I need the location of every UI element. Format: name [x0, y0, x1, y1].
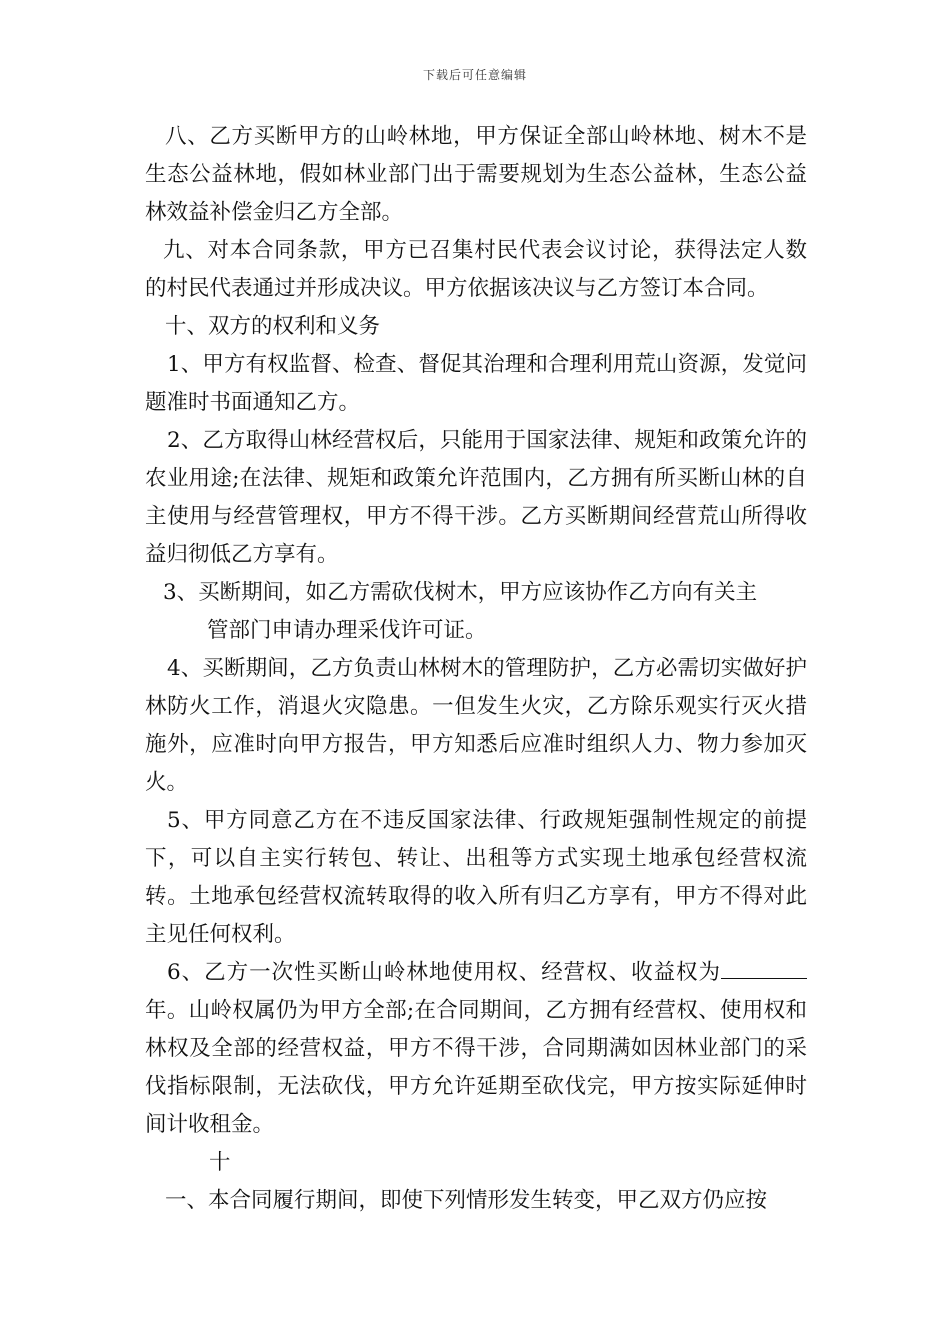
clause-10-item-3-line-1: 3、买断期间，如乙方需砍伐树木，甲方应该协作乙方向有关主	[163, 580, 758, 605]
clause-10-heading: 十、双方的权利和义务	[165, 314, 381, 339]
clause-9: 九、对本合同条款，甲方已召集村民代表会议讨论，获得法定人数的村民代表通过并形成决议。甲方依据该决议与乙方签订本合同。	[145, 238, 807, 301]
clause-10-item-3-line-2: 管部门申请办理采伐许可证。	[207, 618, 487, 643]
clause-10-item-6	[145, 954, 807, 1144]
item-6-text-after-blank: 年。山岭权属仍为甲方全部;在合同期间，乙方拥有经营权、使用权和林权及全部的经营权益，甲方不得干涉，合同期满如因林业部门的采伐指标限制，无法砍伐，甲方允许延期至砍伐完，甲方按实际延伸时间计收租金。	[145, 998, 807, 1137]
clause-10-item-4: 4、买断期间，乙方负责山林树木的管理防护，乙方必需切实做好护林防火工作，消退火灾隐患。一但发生火灾，乙方除乐观实行灭火措施外，应准时向甲方报告，甲方知悉后应准时组织人力、物力参加灭火。	[145, 656, 807, 795]
years-blank-line	[721, 954, 807, 979]
clause-8: 八、乙方买断甲方的山岭林地，甲方保证全部山岭林地、树木不是生态公益林地，假如林业部门出于需要规划为生态公益林，生态公益林效益补偿金归乙方全部。	[145, 124, 807, 225]
clause-11-body: 一、本合同履行期间，即使下列情形发生转变，甲乙双方仍应按	[165, 1188, 768, 1213]
clause-11-heading: 十	[209, 1150, 231, 1175]
page-header-note: 下载后可任意编辑	[422, 68, 527, 82]
item-6-text-before-blank: 6、乙方一次性买断山岭林地使用权、经营权、收益权为	[167, 960, 721, 985]
document-body	[145, 118, 807, 1220]
clause-10-item-5: 5、甲方同意乙方在不违反国家法律、行政规矩强制性规定的前提下，可以自主实行转包、转让、出租等方式实现土地承包经营权流转。土地承包经营权流转取得的收入所有归乙方享有，甲方不得对此主见任何权利。	[145, 808, 807, 947]
clause-10-item-2: 2、乙方取得山林经营权后，只能用于国家法律、规矩和政策允许的农业用途;在法律、规矩和政策允许范围内，乙方拥有所买断山林的自主使用与经营管理权，甲方不得干涉。乙方买断期间经营荒山所得收益归彻低乙方享有。	[145, 428, 807, 567]
clause-10-item-1: 1、甲方有权监督、检查、督促其治理和合理利用荒山资源，发觉问题准时书面通知乙方。	[145, 352, 807, 415]
